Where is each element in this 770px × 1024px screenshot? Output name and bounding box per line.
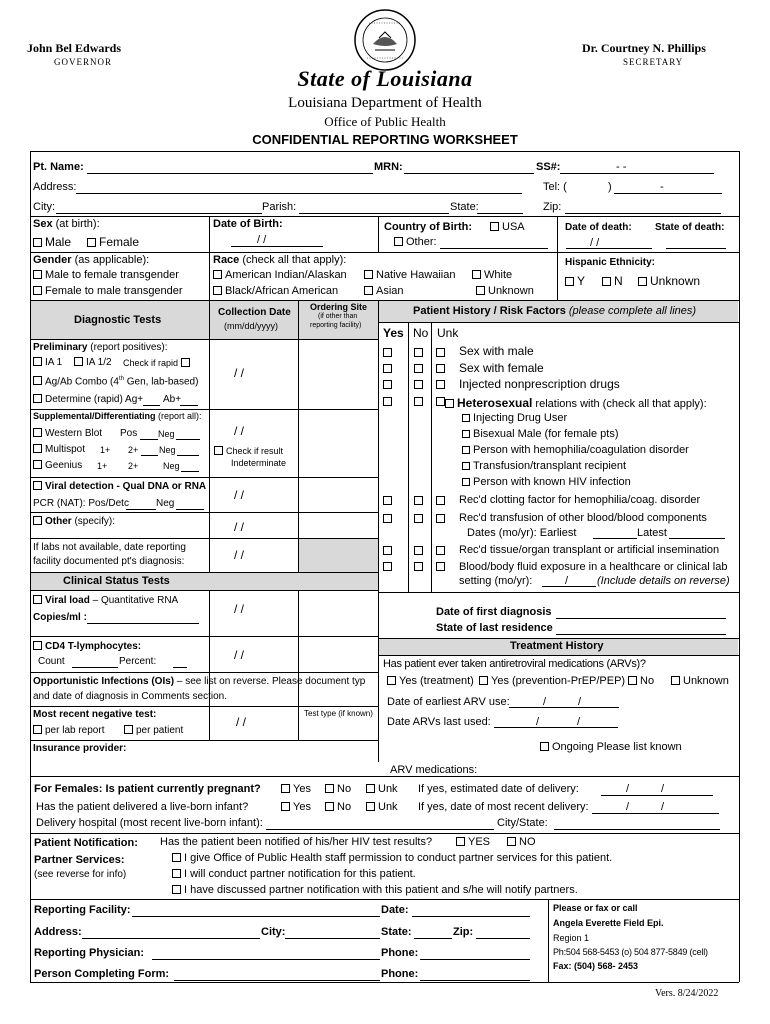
tissue-label: Rec'd tissue/organ transplant or artificial insemination	[459, 544, 720, 556]
partner-option-3[interactable]: I have discussed partner notification with this patient and s/he will notify partners.	[172, 884, 578, 896]
mrn-label: MRN:	[374, 161, 403, 173]
hetero-sub-4[interactable]: Transfusion/transplant recipient	[462, 460, 626, 472]
arv-question: Has patient ever taken antiretroviral medications (ARVs)?	[383, 658, 646, 670]
city-field[interactable]	[56, 213, 262, 214]
test-type-label: Test type (if known)	[304, 709, 373, 718]
hispanic-unknown-option[interactable]: Unknown	[638, 274, 700, 288]
arv-yes-treatment[interactable]: Yes (treatment)	[387, 675, 474, 687]
history-row-8[interactable]	[383, 559, 395, 573]
tel-dash: -	[660, 181, 664, 193]
delivery-hospital-field[interactable]	[266, 829, 494, 830]
partner-services-label: Partner Services:	[34, 854, 125, 866]
department-name: Louisiana Department of Health	[288, 95, 482, 111]
per-patient-option[interactable]: per patient	[124, 725, 183, 736]
transfusion-dates: Dates (mo/yr): Earliest	[467, 527, 577, 539]
race-ai-option[interactable]: American Indian/Alaskan	[213, 269, 347, 281]
arv-last-slash2: /	[577, 716, 581, 728]
geenius-neg: Neg	[163, 461, 180, 471]
history-row-5[interactable]	[383, 493, 395, 507]
clotting-label: Rec'd clotting factor for hemophilia/coag. disorder	[459, 494, 701, 506]
form-title: CONFIDENTIAL REPORTING WORKSHEET	[252, 132, 518, 147]
check-result-option[interactable]: Check if result	[214, 446, 283, 456]
partner-option-1[interactable]: I give Office of Public Health staff permission to conduct partner services for this patient.	[172, 852, 612, 864]
clinical-status-header: Clinical Status Tests	[63, 575, 170, 587]
pregnant-no[interactable]: No	[325, 783, 351, 795]
history-row-3-no[interactable]	[414, 377, 426, 391]
reporting-facility-label: Reporting Facility:	[34, 904, 131, 916]
race-black-option[interactable]: Black/African American	[213, 285, 338, 297]
insurance-label: Insurance provider:	[33, 743, 127, 754]
history-row-2-unk[interactable]	[436, 361, 448, 375]
history-header: Patient History / Risk Factors (please complete all lines)	[413, 305, 697, 317]
usa-option[interactable]: USA	[490, 221, 525, 233]
tel-field[interactable]	[614, 193, 722, 194]
exposure-slash: /	[565, 575, 569, 587]
other-country-field[interactable]	[440, 248, 548, 249]
report-date-label: Date:	[381, 904, 409, 916]
multispot-1plus: 1+	[100, 445, 111, 455]
delivery-slash1: /	[626, 783, 630, 795]
history-row-8-no[interactable]	[414, 559, 426, 573]
history-row-7[interactable]	[383, 543, 395, 557]
secretary-name: Dr. Courtney N. Phillips	[582, 41, 706, 55]
other-country-option[interactable]: Other:	[394, 236, 437, 248]
wb-neg: Neg	[158, 429, 175, 439]
heterosexual-checkbox[interactable]	[445, 399, 454, 408]
zip-field[interactable]	[565, 213, 721, 214]
last-residence-field[interactable]	[556, 634, 726, 635]
negative-test-date: / /	[236, 715, 247, 729]
multispot-2plus: 2+	[128, 445, 139, 455]
viral-detection-option[interactable]: Viral detection - Qual DNA or RNA	[33, 481, 206, 492]
parish-label: Parish:	[262, 201, 297, 213]
ftm-option[interactable]: Female to male transgender	[33, 285, 183, 297]
multispot-neg: Neg	[159, 445, 176, 455]
contact-line-5: Fax: (504) 568- 2453	[553, 961, 639, 971]
collection-date-header: Collection Date	[218, 307, 291, 318]
arv-medications-label: ARV medications:	[390, 764, 478, 776]
preliminary-label: Preliminary (report positives):	[33, 342, 168, 353]
sex-label: Sex (at birth):	[33, 218, 100, 230]
preliminary-date: / /	[234, 366, 245, 380]
transfusion-latest: Latest	[637, 527, 667, 539]
race-unknown-option[interactable]: Unknown	[476, 285, 534, 297]
history-no-col: No	[413, 326, 429, 340]
ssn-dashes: - -	[616, 161, 627, 173]
history-row-4[interactable]	[383, 394, 395, 408]
history-row-6[interactable]	[383, 511, 395, 525]
delivery-date-field[interactable]	[601, 795, 713, 796]
history-row-3[interactable]	[383, 377, 395, 391]
arv-yes-prevention[interactable]: Yes (prevention-PrEP/PEP)	[479, 675, 625, 687]
arv-no[interactable]: No	[628, 675, 654, 687]
contact-line-4: Ph:504 568-5453 (o) 504 877-5849 (cell)	[553, 947, 708, 957]
arv-unknown[interactable]: Unknown	[671, 675, 729, 687]
governor-title: GOVERNOR	[54, 57, 113, 67]
version-label: Vers. 8/24/2022	[655, 988, 719, 999]
dob-slashes: / /	[257, 234, 267, 246]
dob-label: Date of Birth:	[213, 218, 283, 230]
history-row-3-unk[interactable]	[436, 377, 448, 391]
female-checkbox[interactable]	[87, 238, 96, 247]
death-state-field[interactable]	[666, 248, 726, 249]
reporting-address-label: Address:	[34, 926, 82, 938]
ordering-site-header: Ordering Site	[310, 302, 368, 312]
tel-close: )	[608, 181, 612, 193]
physician-phone-field[interactable]	[420, 959, 530, 960]
ia12-option[interactable]: IA 1/2	[74, 357, 112, 368]
arv-last-label: Date ARVs last used:	[387, 716, 491, 728]
viral-load-date: / /	[234, 602, 245, 616]
liveborn-unk[interactable]: Unk	[366, 801, 398, 813]
diagnostic-tests-header: Diagnostic Tests	[74, 314, 162, 326]
pregnant-question: For Females: Is patient currently pregnant?	[34, 783, 261, 795]
pregnant-unk[interactable]: Unk	[366, 783, 398, 795]
reporting-facility-field[interactable]	[132, 916, 380, 917]
notified-no[interactable]: NO	[507, 836, 536, 848]
country-label: Country of Birth:	[384, 221, 472, 233]
indeterminate-label: Indeterminate	[231, 458, 287, 468]
hispanic-n-option[interactable]: N	[602, 274, 623, 288]
pregnant-yes[interactable]: Yes	[281, 783, 311, 795]
wb-pos: Pos	[120, 428, 138, 439]
ssn-label: SS#:	[536, 161, 561, 173]
heterosexual-label: Heterosexual relations with (check all that apply):	[445, 396, 707, 410]
history-row-1[interactable]	[383, 345, 395, 359]
recent-delivery-label: If yes, date of most recent delivery:	[418, 801, 589, 813]
mtf-option[interactable]: Male to female transgender	[33, 269, 179, 281]
reporting-physician-field[interactable]	[152, 959, 380, 960]
negative-test-label: Most recent negative test:	[33, 709, 157, 720]
race-nh-option[interactable]: Native Hawaiian	[364, 269, 455, 281]
history-row-5-no[interactable]	[414, 493, 426, 507]
history-row-7-no[interactable]	[414, 543, 426, 557]
notified-yes[interactable]: YES	[456, 836, 490, 848]
secretary-title: SECRETARY	[623, 57, 684, 67]
first-diagnosis-field[interactable]	[556, 618, 726, 619]
dob-field[interactable]	[231, 246, 323, 247]
supplemental-label: Supplemental/Differentiating (report all):	[33, 411, 202, 421]
race-label: Race (check all that apply):	[213, 254, 347, 266]
no-labs-line2: facility documented pt's diagnosis:	[33, 556, 185, 567]
contact-line-3: Region 1	[553, 933, 590, 943]
completer-phone-label: Phone:	[381, 968, 419, 980]
no-labs-line1: If labs not available, date reporting	[33, 542, 186, 553]
pcr-neg: Neg	[156, 498, 175, 509]
hetero-sub-2[interactable]: Bisexual Male (for female pts)	[462, 428, 619, 440]
history-row-1-no[interactable]	[414, 345, 426, 359]
reporting-city-label: City:	[261, 926, 286, 938]
history-row-2-no[interactable]	[414, 361, 426, 375]
arv-earliest-field[interactable]	[509, 707, 619, 708]
multispot-option[interactable]: Multispot	[33, 444, 85, 455]
male-checkbox[interactable]	[33, 238, 42, 247]
notification-question: Has the patient been notified of his/her HIV test results?	[160, 836, 433, 848]
geenius-1plus: 1+	[97, 461, 108, 471]
arv-last-field[interactable]	[494, 727, 618, 728]
transfusion-label: Rec'd transfusion of other blood/blood components	[459, 512, 707, 524]
state-seal-icon	[353, 8, 417, 72]
cd4-date: / /	[234, 648, 245, 662]
ordering-note-2: reporting facility)	[310, 322, 362, 329]
arv-earliest-slash2: /	[578, 696, 582, 708]
copies-label: Copies/ml :	[33, 612, 87, 623]
delivery-slash2: /	[661, 783, 665, 795]
reporting-address-field[interactable]	[82, 938, 260, 939]
no-labs-date: / /	[234, 548, 245, 562]
oi-line2: and date of diagnosis in Comments section.	[33, 691, 227, 702]
state-title: State of Louisiana	[297, 66, 473, 91]
cd4-count: Count	[38, 656, 65, 667]
physician-phone-label: Phone:	[381, 947, 419, 959]
treatment-header: Treatment History	[510, 640, 604, 652]
mtf-checkbox[interactable]	[33, 270, 42, 279]
history-row-4-no[interactable]	[414, 394, 426, 408]
hospital-city-state: City/State:	[497, 817, 548, 829]
hetero-sub-3[interactable]: Person with hemophilia/coagulation disorder	[462, 444, 689, 456]
hetero-sub-5[interactable]: Person with known HIV infection	[462, 476, 631, 488]
exposure-line2: setting (mo/yr):	[459, 575, 533, 587]
death-date-label: Date of death:	[565, 222, 632, 233]
arv-earliest-slash1: /	[543, 696, 547, 708]
history-yes-col: Yes	[383, 326, 404, 340]
race-asian-option[interactable]: Asian	[364, 285, 404, 297]
recent-slash1: /	[626, 801, 630, 813]
geenius-option[interactable]: Geenius	[33, 460, 82, 471]
state-field[interactable]	[477, 213, 523, 214]
see-reverse-note: (see reverse for info)	[34, 869, 127, 880]
office-name: Office of Public Health	[324, 114, 446, 129]
person-completing-field[interactable]	[174, 980, 380, 981]
completer-phone-field[interactable]	[420, 980, 530, 981]
gender-label: Gender (as applicable):	[33, 254, 150, 266]
mrn-field[interactable]	[404, 173, 534, 174]
ftm-checkbox[interactable]	[33, 286, 42, 295]
contact-line-2: Angela Everette Field Epi.	[553, 918, 664, 928]
arv-last-slash1: /	[536, 716, 540, 728]
ordering-note-1: (if other than	[318, 313, 358, 320]
parish-field[interactable]	[299, 213, 449, 214]
address-field[interactable]	[76, 193, 522, 194]
tel-label: Tel: (	[543, 181, 567, 193]
report-date-field[interactable]	[412, 916, 530, 917]
geenius-2plus: 2+	[128, 461, 139, 471]
state-label: State:	[450, 201, 479, 213]
exposure-line1: Blood/body fluid exposure in a healthcare or clinical lab	[459, 561, 728, 573]
patient-notification-label: Patient Notification:	[34, 837, 138, 849]
cd4-option[interactable]: CD4 T-lymphocytes:	[33, 641, 141, 652]
reporting-zip-field[interactable]	[476, 938, 530, 939]
reporting-physician-label: Reporting Physician:	[34, 947, 145, 959]
liveborn-no[interactable]: No	[325, 801, 351, 813]
western-blot-option[interactable]: Western Blot	[33, 428, 102, 439]
reporting-city-field[interactable]	[285, 938, 380, 939]
viral-detection-date: / /	[234, 488, 245, 502]
ia1-option[interactable]: IA 1	[33, 357, 62, 368]
oi-line1: Opportunistic Infections (OIs) – see list on reverse. Please document typ	[33, 676, 366, 687]
city-label: City:	[33, 201, 55, 213]
contact-line-1: Please or fax or call	[553, 903, 638, 913]
person-completing-label: Person Completing Form:	[34, 968, 170, 980]
history-row-8-unk[interactable]	[436, 559, 448, 573]
recent-delivery-field[interactable]	[592, 813, 719, 814]
pt-name-label: Pt. Name:	[33, 161, 84, 173]
pcr-label: PCR (NAT): Pos/Detc	[33, 498, 129, 509]
hetero-sub-1[interactable]: Injecting Drug User	[462, 412, 567, 424]
address-label: Address:	[33, 181, 77, 193]
copies-field[interactable]	[87, 623, 199, 624]
partner-option-2[interactable]: I will conduct partner notification for this patient.	[172, 868, 416, 880]
other-test-option[interactable]: Other (specify):	[33, 516, 115, 527]
hospital-city-field[interactable]	[554, 829, 720, 830]
ssn-field[interactable]	[560, 173, 714, 174]
viral-load-option[interactable]: Viral load – Quantitative RNA	[33, 595, 178, 606]
history-row-5-unk[interactable]	[436, 493, 448, 507]
history-row-6-unk[interactable]	[436, 511, 448, 525]
supplemental-date: / /	[234, 424, 245, 438]
delivery-date-label: If yes, estimated date of delivery:	[418, 783, 579, 795]
sex-male-option[interactable]: Male	[33, 235, 71, 249]
delivery-hospital-label: Delivery hospital (most recent live-born infant):	[36, 817, 263, 829]
per-lab-option[interactable]: per lab report	[33, 725, 104, 736]
check-rapid-option[interactable]: Check if rapid	[123, 358, 193, 368]
liveborn-yes[interactable]: Yes	[281, 801, 311, 813]
determine-ab: Ab+	[163, 394, 182, 405]
history-row-7-unk[interactable]	[436, 543, 448, 557]
hispanic-label: Hispanic Ethnicity:	[565, 257, 656, 268]
ongoing-option[interactable]: Ongoing Please list known	[540, 741, 682, 753]
live-born-question: Has the patient delivered a live-born infant?	[36, 801, 249, 813]
death-date-field[interactable]	[566, 248, 652, 249]
history-item-2: Sex with female	[459, 361, 544, 375]
reporting-zip-label: Zip:	[453, 926, 474, 938]
cd4-percent: Percent:	[119, 656, 157, 667]
governor-name: John Bel Edwards	[27, 41, 122, 55]
zip-label: Zip:	[543, 201, 562, 213]
recent-slash2: /	[661, 801, 665, 813]
history-row-1-unk[interactable]	[436, 345, 448, 359]
determine-option[interactable]: Determine (rapid) Ag+	[33, 394, 143, 405]
collection-format: (mm/dd/yyyy)	[224, 321, 278, 331]
death-slashes: / /	[590, 237, 600, 249]
other-test-date: / /	[234, 520, 245, 534]
first-diagnosis-label: Date of first diagnosis	[436, 606, 552, 618]
history-row-6-no[interactable]	[414, 511, 426, 525]
history-item-1: Sex with male	[459, 344, 534, 358]
exposure-note: (Include details on reverse)	[597, 575, 730, 587]
race-white-option[interactable]: White	[472, 269, 512, 281]
arv-earliest-label: Date of earliest ARV use:	[387, 696, 510, 708]
reporting-state-field[interactable]	[414, 938, 452, 939]
agab-option[interactable]: Ag/Ab Combo (4th Gen, lab-based)	[33, 376, 198, 387]
reporting-state-label: State:	[381, 926, 412, 938]
history-row-2[interactable]	[383, 361, 395, 375]
pt-name-field[interactable]	[87, 173, 373, 174]
sex-female-option[interactable]: Female	[87, 235, 139, 249]
last-residence-label: State of last residence	[436, 622, 553, 634]
hispanic-y-option[interactable]: Y	[565, 274, 585, 288]
history-item-3: Injected nonprescription drugs	[459, 377, 620, 391]
death-state-label: State of death:	[655, 222, 725, 233]
history-unk-col: Unk	[437, 326, 459, 340]
